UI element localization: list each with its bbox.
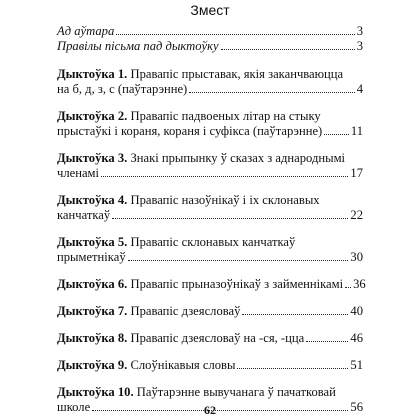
entry-text: Слоўнікавыя словы <box>130 358 236 372</box>
dot-leader <box>242 314 348 315</box>
dot-leader <box>237 368 348 369</box>
entry-text: канчаткаў <box>57 208 111 222</box>
toc-line <box>57 235 363 250</box>
toc-line <box>57 151 363 166</box>
entry-text: Правапіс падвоеных літар на стыку <box>130 109 321 123</box>
toc-line <box>57 193 363 208</box>
toc-line <box>57 331 363 346</box>
page-ref: 3 <box>356 24 363 38</box>
toc-line <box>57 82 363 97</box>
dot-leader <box>324 134 349 135</box>
toc-line <box>57 208 363 223</box>
entry-label: Дыктоўка 7. <box>57 304 128 318</box>
dot-leader <box>221 49 355 50</box>
dot-leader <box>189 92 354 93</box>
entry-label: Дыктоўка 1. <box>57 67 128 81</box>
entry-text: Правапіс дзеясловаў на -ся, -цца <box>130 331 305 345</box>
toc-entry <box>57 39 363 54</box>
toc-entry <box>57 193 363 223</box>
entry-text: Паўтарэнне вывучанага ў пачатковай <box>136 385 336 399</box>
entry-text: Правапіс назоўнікаў і іх склонавых <box>130 193 320 207</box>
toc-line <box>57 67 363 82</box>
toc-entry <box>57 358 363 373</box>
toc-line <box>57 250 363 265</box>
table-of-contents <box>57 24 366 415</box>
entry-text: на б, д, з, с (паўтарэнне) <box>57 82 188 96</box>
toc-line <box>57 39 363 54</box>
entry-label: Дыктоўка 4. <box>57 193 128 207</box>
toc-line <box>57 277 366 292</box>
entry-text: Правапіс прыставак, якія заканчваюцца <box>130 67 344 81</box>
page-ref: 46 <box>350 331 363 345</box>
entry-label: Дыктоўка 10. <box>57 385 134 399</box>
entry-text: Правапіс прыназоўнікаў з займеннікамі <box>130 277 344 291</box>
toc-entry <box>57 235 363 265</box>
entry-text: Правапіс склонавых канчаткаў <box>130 235 296 249</box>
toc-line <box>57 166 363 181</box>
toc-entry <box>57 304 363 319</box>
toc-line <box>57 385 363 400</box>
page-title: Змест <box>190 2 230 18</box>
toc-entry <box>57 331 363 346</box>
entry-text: прыметнікаў <box>57 250 126 264</box>
dot-leader <box>345 287 351 288</box>
entry-text: школе <box>57 400 91 414</box>
page-ref: 4 <box>356 82 363 96</box>
page-ref: 51 <box>350 358 363 372</box>
entry-label: Дыктоўка 6. <box>57 277 128 291</box>
dot-leader <box>306 341 348 342</box>
entry-text: членамі <box>57 166 100 180</box>
entry-label: Дыктоўка 2. <box>57 109 128 123</box>
page-ref: 30 <box>350 250 363 264</box>
page-ref: 11 <box>350 124 363 138</box>
dot-leader <box>101 176 348 177</box>
toc-line <box>57 109 363 124</box>
page-ref: 40 <box>350 304 363 318</box>
entry-label: Дыктоўка 8. <box>57 331 128 345</box>
entry-text: Правілы пісьма пад дыктоўку <box>57 39 219 53</box>
dot-leader <box>112 218 348 219</box>
toc-line <box>57 358 363 373</box>
toc-line <box>57 24 363 39</box>
toc-line <box>57 304 363 319</box>
entry-text: Ад аўтара <box>57 24 115 38</box>
page-ref: 22 <box>350 208 363 222</box>
toc-entry <box>57 277 366 292</box>
toc-entry <box>57 67 363 97</box>
page-ref: 3 <box>356 39 363 53</box>
toc-line <box>57 124 363 139</box>
page-ref: 17 <box>350 166 363 180</box>
entry-text: Правапіс дзеясловаў <box>130 304 241 318</box>
dot-leader <box>116 34 354 35</box>
page-ref: 36 <box>353 277 366 291</box>
entry-text: прыстаўкі і кораня, кораня і суфікса (паўтарэнне) <box>57 124 323 138</box>
toc-entry <box>57 109 363 139</box>
entry-label: Дыктоўка 9. <box>57 358 128 372</box>
entry-label: Дыктоўка 3. <box>57 151 128 165</box>
toc-entry <box>57 24 363 39</box>
page-ref: 56 <box>350 400 363 414</box>
entry-label: Дыктоўка 5. <box>57 235 128 249</box>
entry-text: Знакі прыпынку ў сказах з аднароднымі <box>130 151 346 165</box>
dot-leader <box>128 260 349 261</box>
toc-entry <box>57 151 363 181</box>
page-number: 62 <box>204 403 216 417</box>
